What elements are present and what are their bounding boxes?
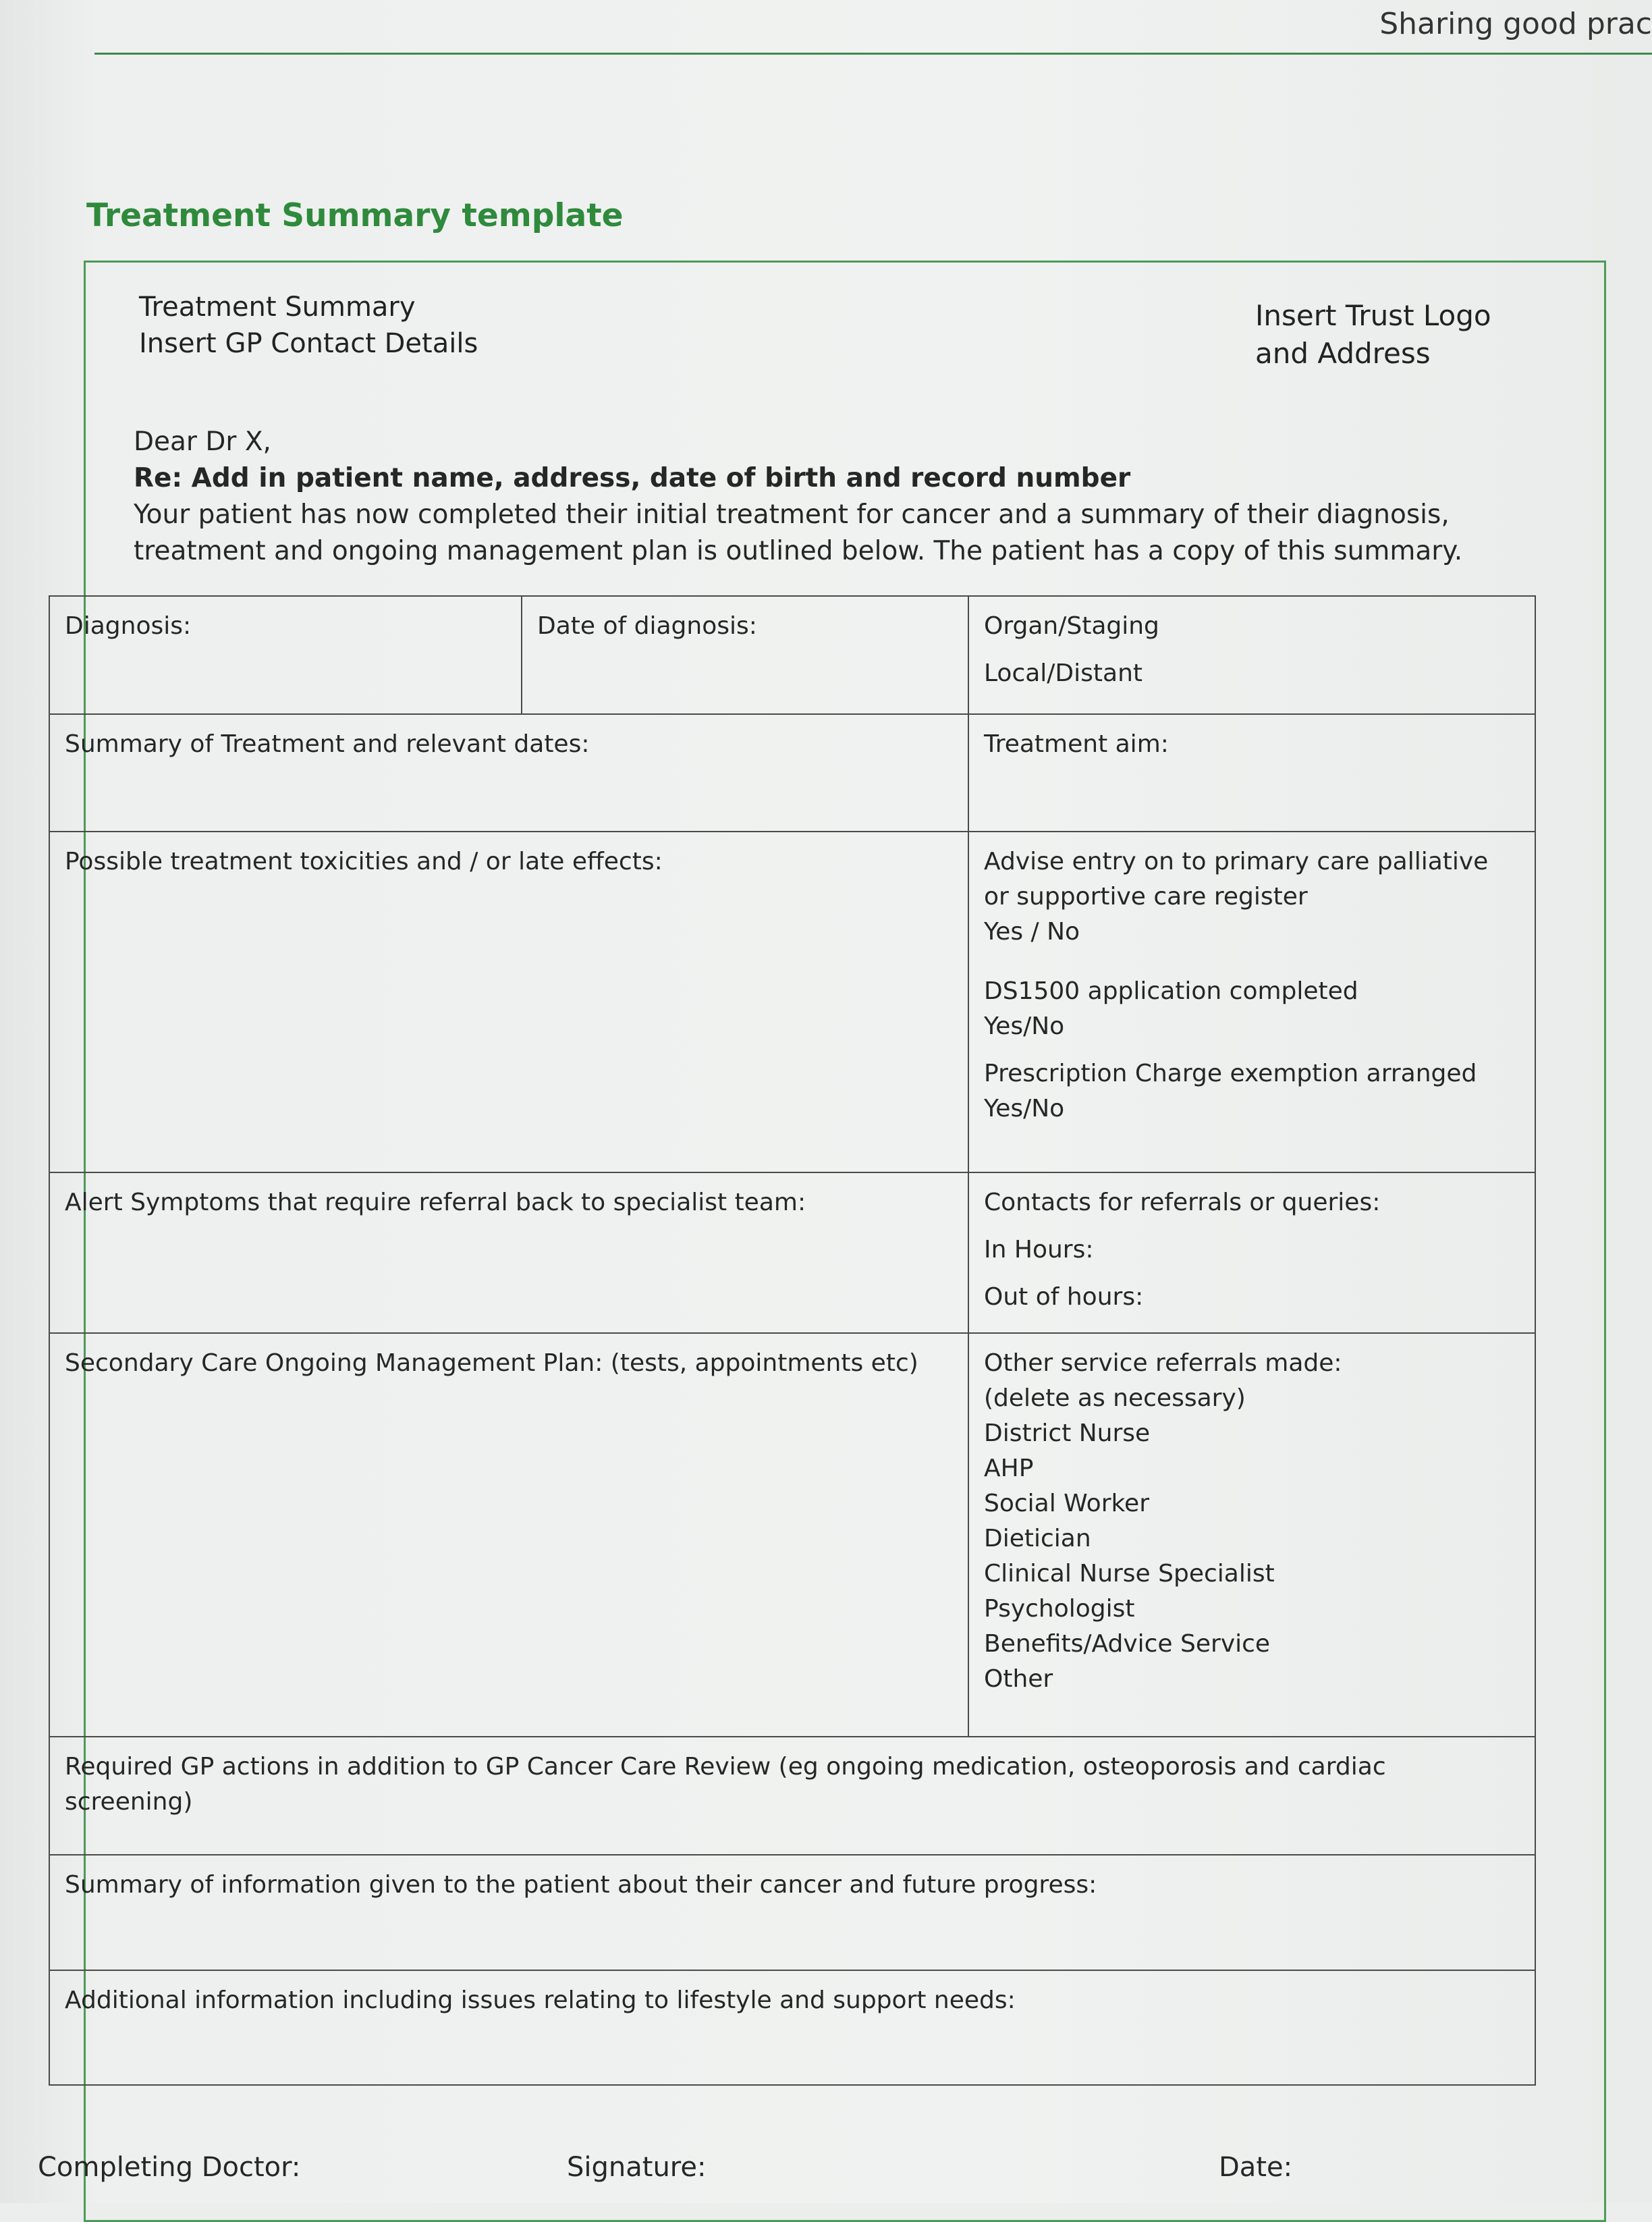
salutation: Dear Dr X,	[134, 427, 271, 457]
contacts-label: Contacts for referrals or queries:	[984, 1189, 1381, 1217]
diagnosis-field[interactable]	[49, 596, 522, 714]
treatment-aim-field[interactable]	[968, 714, 1535, 831]
date-of-diagnosis-field[interactable]	[522, 596, 968, 714]
trust-logo-placeholder: Insert Trust Logo	[1255, 299, 1491, 332]
form-row-additional	[49, 1970, 1535, 2085]
toxicities-label: Possible treatment toxicities and / or late effects:	[65, 847, 663, 875]
alert-symptoms-field[interactable]	[49, 1172, 968, 1332]
summary-treatment-label: Summary of Treatment and relevant dates:	[65, 730, 590, 759]
secondary-care-label: Secondary Care Ongoing Management Plan: (tests, appointments etc)	[65, 1349, 918, 1377]
info-given-label: Summary of information given to the patient about their cancer and future progress:	[65, 1871, 1097, 1899]
treatment-summary-form	[49, 595, 1536, 2086]
alert-symptoms-label: Alert Symptoms that require referral back to specialist team:	[65, 1189, 806, 1217]
other-referrals-note: (delete as necessary)	[984, 1384, 1246, 1412]
referral-option[interactable]: Benefits/Advice Service	[984, 1629, 1271, 1658]
info-given-field[interactable]	[49, 1855, 1535, 1970]
trust-address-placeholder: and Address	[1255, 337, 1431, 370]
letter-header-right	[1255, 297, 1491, 373]
form-row-alerts	[49, 1172, 1535, 1332]
prescription-label: Prescription Charge exemption arranged	[984, 1059, 1477, 1087]
contacts-field[interactable]	[968, 1172, 1535, 1332]
referral-option[interactable]: Dietician	[984, 1524, 1091, 1552]
local-distant-label: Local/Distant	[984, 659, 1143, 687]
treatment-summary-heading: Treatment Summary	[139, 292, 416, 323]
header-rule	[94, 53, 1652, 55]
secondary-care-field[interactable]	[49, 1333, 968, 1737]
other-referrals-title: Other service referrals made:	[984, 1349, 1342, 1377]
letter-body	[134, 424, 1524, 570]
prescription-yes-no[interactable]: Yes/No	[984, 1094, 1065, 1122]
referral-option[interactable]: Psychologist	[984, 1594, 1135, 1623]
completing-doctor-field[interactable]: Completing Doctor:	[38, 2152, 301, 2183]
organ-staging-field[interactable]	[968, 596, 1535, 714]
letter-header-left	[139, 289, 478, 362]
referral-option[interactable]: District Nurse	[984, 1419, 1151, 1447]
ds1500-yes-no[interactable]: Yes/No	[984, 1012, 1065, 1040]
organ-staging-label: Organ/Staging	[984, 612, 1159, 640]
register-options-field[interactable]	[968, 832, 1535, 1173]
toxicities-field[interactable]	[49, 832, 968, 1173]
form-row-toxicities	[49, 832, 1535, 1173]
referral-option[interactable]: Other	[984, 1664, 1053, 1693]
form-row-info-given	[49, 1855, 1535, 1970]
referral-option[interactable]: AHP	[984, 1454, 1034, 1482]
form-row-treatment	[49, 714, 1535, 831]
running-head: Sharing good prac	[1379, 7, 1652, 41]
referral-option[interactable]: Clinical Nurse Specialist	[984, 1559, 1275, 1588]
date-of-diagnosis-label: Date of diagnosis:	[537, 612, 757, 640]
form-row-gp-actions	[49, 1737, 1535, 1855]
additional-info-field[interactable]	[49, 1970, 1535, 2085]
summary-treatment-field[interactable]	[49, 714, 968, 831]
out-of-hours-label: Out of hours:	[984, 1283, 1144, 1311]
referral-option[interactable]: Social Worker	[984, 1489, 1150, 1517]
re-line: Re: Add in patient name, address, date of birth and record number	[134, 463, 1131, 493]
ds1500-label: DS1500 application completed	[984, 977, 1358, 1005]
date-field[interactable]: Date:	[1219, 2152, 1293, 2183]
form-row-secondary-care	[49, 1333, 1535, 1737]
other-referrals-field[interactable]	[968, 1333, 1535, 1737]
treatment-aim-label: Treatment aim:	[984, 730, 1169, 759]
signature-field[interactable]: Signature:	[567, 2152, 707, 2183]
diagnosis-label: Diagnosis:	[65, 612, 192, 640]
template-title: Treatment Summary template	[86, 197, 624, 234]
in-hours-label: In Hours:	[984, 1236, 1094, 1264]
letter-paragraph: Your patient has now completed their initial treatment for cancer and a summary of their diagnosis, treatment and ongoing management plan is outlined below. The patient has a copy of this summary.	[134, 499, 1463, 566]
advise-yes-no[interactable]: Yes / No	[984, 917, 1080, 946]
advise-entry-label: Advise entry on to primary care palliative or supportive care register	[984, 847, 1489, 911]
gp-actions-label: Required GP actions in addition to GP Cancer Care Review (eg ongoing medication, osteoporosis and cardiac screening)	[65, 1753, 1386, 1816]
gp-actions-field[interactable]	[49, 1737, 1535, 1855]
form-row-diagnosis	[49, 596, 1535, 714]
additional-info-label: Additional information including issues relating to lifestyle and support needs:	[65, 1986, 1016, 2014]
gp-contact-placeholder: Insert GP Contact Details	[139, 328, 478, 359]
